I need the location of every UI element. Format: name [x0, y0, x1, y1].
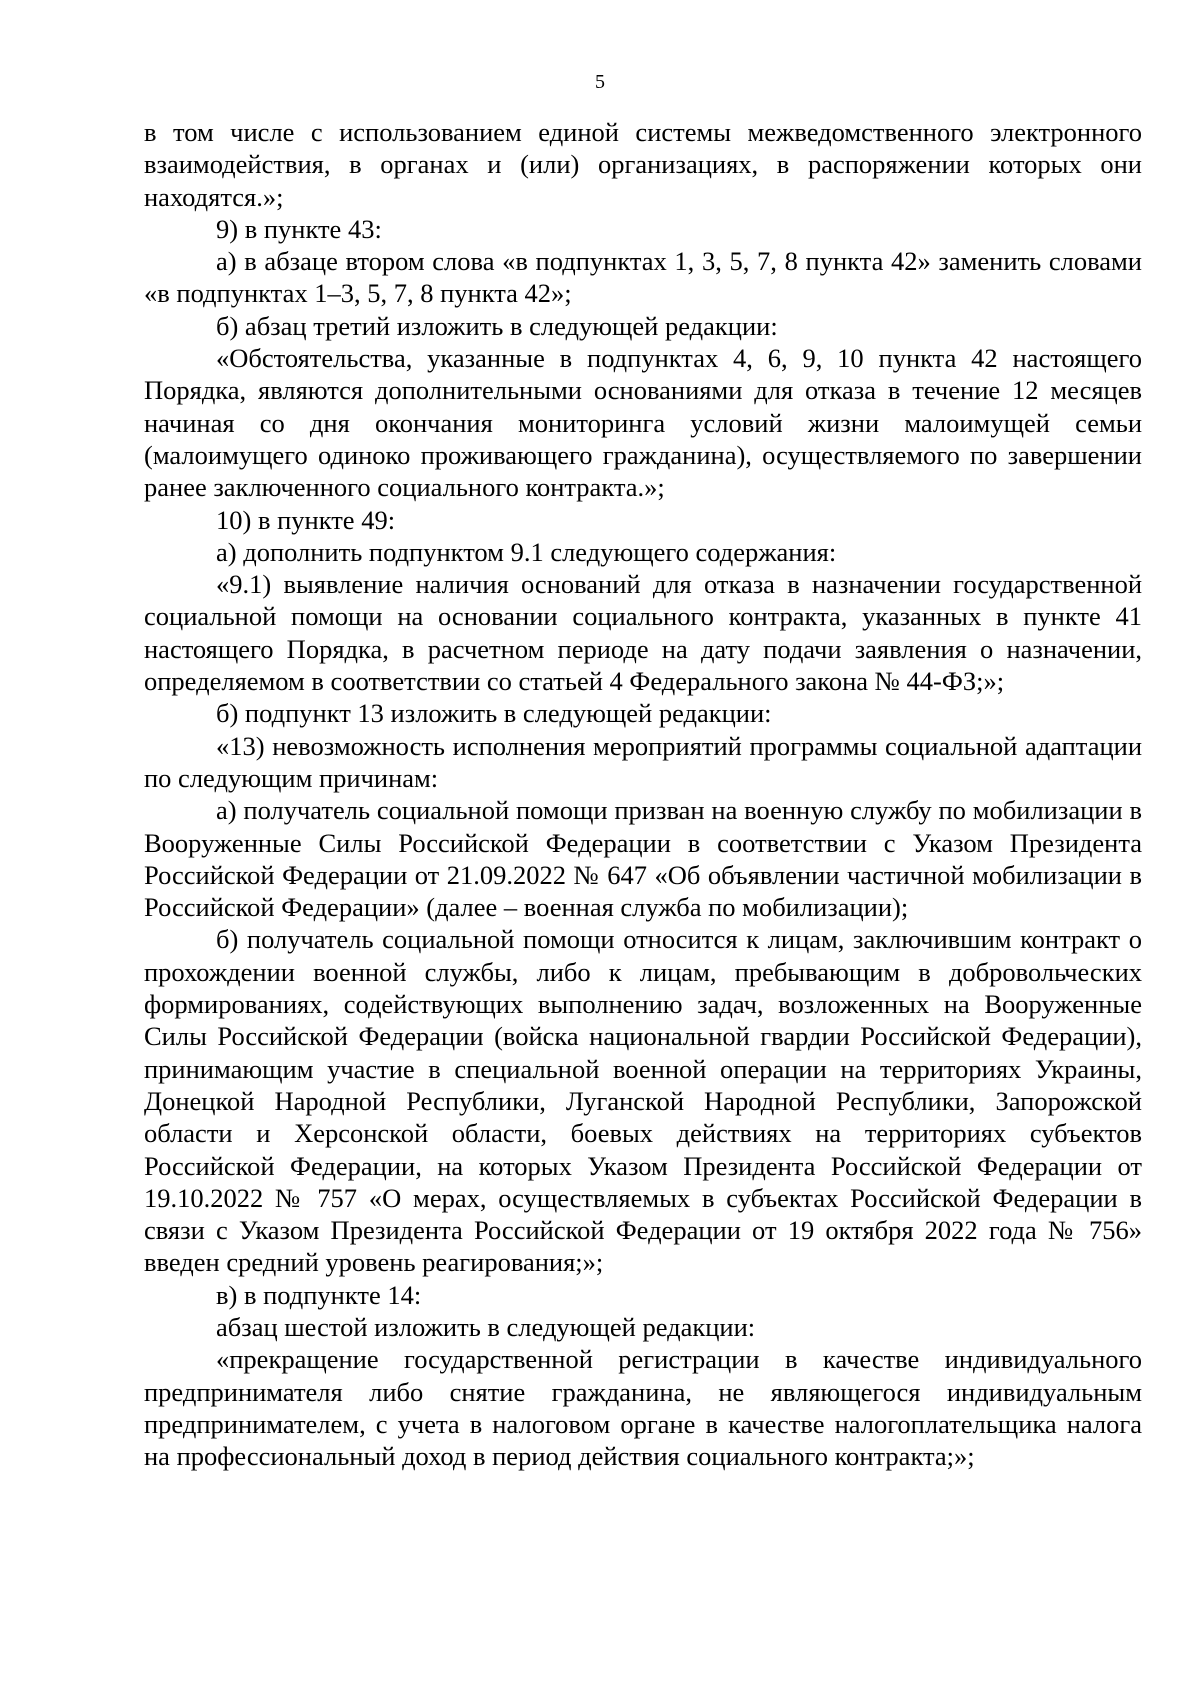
- paragraph: «прекращение государственной регистрации в качестве индивидуального предпринимателя либо снятие гражданина, не являющегося индивидуальным предпринимателем, с учета в налоговом органе в качестве налогоплательщика налога на профессиональный доход в период действия социального контракта;»;: [144, 1344, 1142, 1472]
- paragraph: б) подпункт 13 изложить в следующей редакции:: [216, 698, 772, 729]
- paragraph: б) абзац третий изложить в следующей редакции:: [216, 310, 778, 341]
- document-body: [144, 116, 1142, 1472]
- page-number: 5: [595, 71, 605, 93]
- paragraph: б) получатель социальной помощи относится к лицам, заключившим контракт о прохождении военной службы, либо к лицам, пребывающим в добровольческих формированиях, содействующих выполнению задач, возложенных на Вооруженные Силы Российской Федерации (войска национальной гвардии Российской Федерации), принимающим участие в специальной военной операции на территориях Украины, Донецкой Народной Республики, Луганской Народной Республики, Запорожской области и Херсонской области, боевых действиях на территориях субъектов Российской Федерации, на которых Указом Президента Российской Федерации от 19.10.2022 № 757 «О мерах, осуществляемых в субъектах Российской Федерации в связи с Указом Президента Российской Федерации от 19 октября 2022 года № 756» введен средний уровень реагирования;»;: [144, 924, 1142, 1278]
- paragraph: «9.1) выявление наличия оснований для отказа в назначении государственной социальной помощи на основании социального контракта, указанных в пункте 41 настоящего Порядка, в расчетном периоде на дату подачи заявления о назначении, определяемом в соответствии со статьей 4 Федерального закона № 44-ФЗ;»;: [144, 569, 1142, 697]
- paragraph: а) получатель социальной помощи призван на военную службу по мобилизации в Вооруженные Силы Российской Федерации в соответствии с Указом Президента Российской Федерации от 21.09.2022 № 647 «Об объявлении частичной мобилизации в Российской Федерации» (далее – военная служба по мобилизации);: [144, 795, 1142, 923]
- paragraph: в) в подпункте 14:: [216, 1279, 422, 1310]
- paragraph: 9) в пункте 43:: [216, 213, 382, 244]
- paragraph: «Обстоятельства, указанные в подпунктах 4, 6, 9, 10 пункта 42 настоящего Порядка, являются дополнительными основаниями для отказа в течение 12 месяцев начиная со дня окончания мониторинга условий жизни малоимущей семьи (малоимущего одиноко проживающего гражданина), осуществляемого по завершении ранее заключенного социального контракта.»;: [144, 343, 1142, 503]
- paragraph: абзац шестой изложить в следующей редакции:: [216, 1311, 756, 1342]
- paragraph: а) дополнить подпунктом 9.1 следующего содержания:: [216, 536, 837, 567]
- paragraph: а) в абзаце втором слова «в подпунктах 1, 3, 5, 7, 8 пункта 42» заменить словами «в подпунктах 1–3, 5, 7, 8 пункта 42»;: [144, 246, 1142, 309]
- paragraph: «13) невозможность исполнения мероприятий программы социальной адаптации по следующим причинам:: [144, 730, 1142, 793]
- paragraph: 10) в пункте 49:: [216, 504, 396, 535]
- paragraph: в том числе с использованием единой системы межведомственного электронного взаимодействия, в органах и (или) организациях, в распоряжении которых они находятся.»;: [144, 117, 1142, 212]
